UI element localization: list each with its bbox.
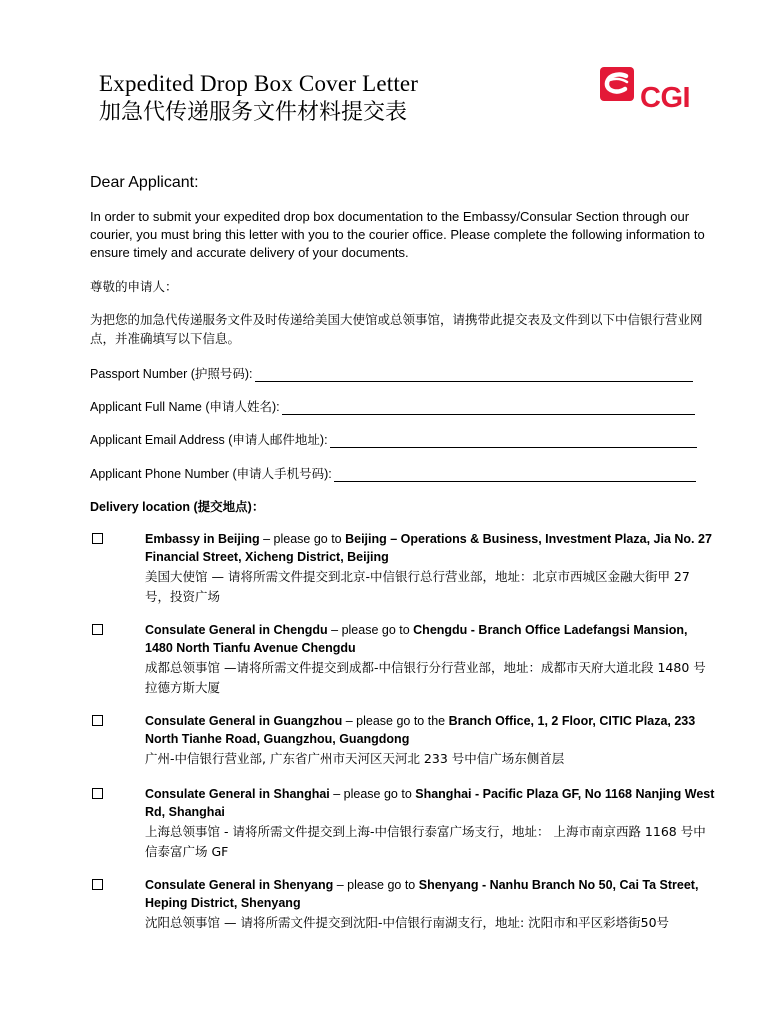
full-name-label: Applicant Full Name (申请人姓名): xyxy=(90,400,280,414)
location-post: Consulate General in Shanghai xyxy=(145,787,330,801)
location-post: Embassy in Beijing xyxy=(145,532,260,546)
page-title-chinese: 加急代传递服务文件材料提交表 xyxy=(99,100,408,125)
location-post: Consulate General in Guangzhou xyxy=(145,714,343,728)
email-address-label: Applicant Email Address (申请人邮件地址): xyxy=(90,433,328,447)
location-instruction: – please go to xyxy=(259,532,346,546)
page-title: Expedited Drop Box Cover Letter xyxy=(99,71,419,96)
phone-number-field xyxy=(90,462,696,482)
checkbox-guangzhou[interactable] xyxy=(92,715,103,726)
location-post: Consulate General in Chengdu xyxy=(145,623,328,637)
location-address: Beijing – Operations & Business, Investment Plaza, Jia No. 27 Financial Street, Xicheng District, Beijing xyxy=(145,532,712,564)
cgi-logo xyxy=(600,67,700,117)
location-instruction: – please go to xyxy=(333,878,419,892)
location-chinese: 美国大使馆 — 请将所需文件提交到北京-中信银行总行营业部，地址：北京市西城区金融大街甲 27 号，投资广场 xyxy=(145,569,690,604)
location-chinese: 上海总领事馆 - 请将所需文件提交到上海-中信银行泰富广场支行，地址： 上海市南京西路 1168 号中信泰富广场 GF xyxy=(145,824,706,859)
phone-number-input[interactable] xyxy=(334,467,696,482)
location-instruction: – please go to xyxy=(327,623,414,637)
location-chinese: 广州-中信银行营业部, 广东省广州市天河区天河北 233 号中信广场东侧首层 xyxy=(145,751,565,766)
full-name-field xyxy=(90,395,695,415)
greeting-chinese: 尊敬的申请人： xyxy=(90,279,178,294)
location-post: Consulate General in Shenyang xyxy=(145,878,334,892)
location-chinese: 成都总领事馆 —请将所需文件提交到成都-中信银行分行营业部，地址：成都市天府大道北段 1480 号拉德方斯大厦 xyxy=(145,660,706,695)
checkbox-shanghai[interactable] xyxy=(92,788,103,799)
checkbox-chengdu[interactable] xyxy=(92,624,103,635)
email-address-input[interactable] xyxy=(330,433,697,448)
location-address: Shenyang - Nanhu Branch No 50, Cai Ta Street, Heping District, Shenyang xyxy=(145,878,699,910)
logo-text: CGI xyxy=(640,82,691,114)
location-text-shenyang xyxy=(145,876,715,933)
location-instruction: – please go to the xyxy=(342,714,449,728)
location-address: Shanghai - Pacific Plaza GF, No 1168 Nanjing West Rd, Shanghai xyxy=(145,787,715,819)
location-address: Chengdu - Branch Office Ladefangsi Mansion, 1480 North Tianfu Avenue Chengdu xyxy=(145,623,688,655)
passport-number-label: Passport Number (护照号码): xyxy=(90,367,253,381)
email-address-field xyxy=(90,428,697,448)
intro-paragraph: In order to submit your expedited drop box documentation to the Embassy/Consular Section through our courier, you must bring this letter with you to the courier office. Please complete the following information to ensure timely and accurate delivery of your documents. xyxy=(90,209,705,260)
intro-paragraph-chinese: 为把您的加急代传递服务文件及时传递给美国大使馆或总领事馆，请携带此提交表及文件到以下中信银行营业网点，并准确填写以下信息。 xyxy=(90,312,703,346)
checkbox-shenyang[interactable] xyxy=(92,879,103,890)
greeting: Dear Applicant: xyxy=(90,174,199,191)
passport-number-input[interactable] xyxy=(255,367,693,382)
location-text-shanghai xyxy=(145,785,715,862)
delivery-location-heading: Delivery location (提交地点)： xyxy=(90,500,265,514)
checkbox-beijing[interactable] xyxy=(92,533,103,544)
location-text-guangzhou xyxy=(145,712,715,769)
location-text-chengdu xyxy=(145,621,715,698)
location-instruction: – please go to xyxy=(329,787,416,801)
location-text-beijing xyxy=(145,530,715,607)
phone-number-label: Applicant Phone Number (申请人手机号码): xyxy=(90,467,332,481)
cgi-logo-icon xyxy=(600,67,640,107)
passport-number-field xyxy=(90,362,693,382)
location-chinese: 沈阳总领事馆 — 请将所需文件提交到沈阳-中信银行南湖支行，地址: 沈阳市和平区彩塔街50号 xyxy=(145,915,670,930)
location-address: Branch Office, 1, 2 Floor, CITIC Plaza, 233 North Tianhe Road, Guangzhou, Guangdong xyxy=(145,714,696,746)
full-name-input[interactable] xyxy=(282,400,695,415)
